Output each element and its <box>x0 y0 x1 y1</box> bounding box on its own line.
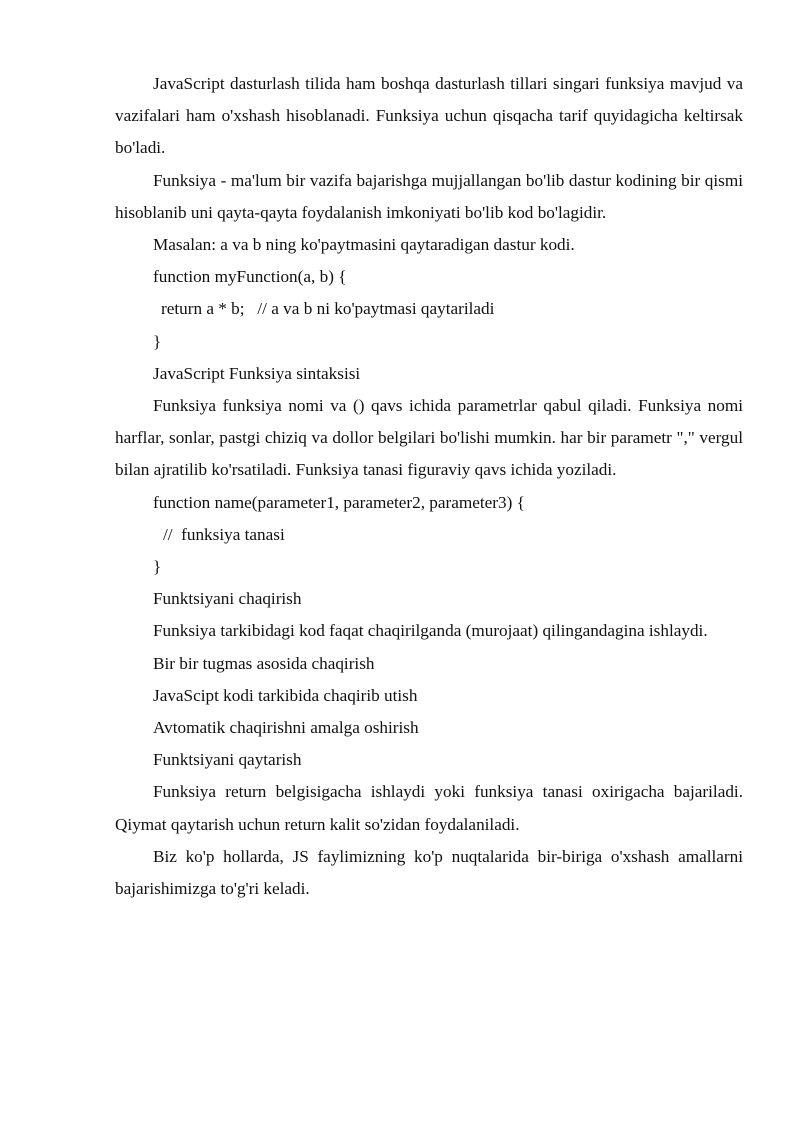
definition-paragraph: Funksiya - ma'lum bir vazifa bajarishga mujjallangan bo'lib dastur kodining bir qismi hisoblanib uni qayta-qayta foydalanish imkoniyati bo'lib kod bo'lagidir. <box>115 170 743 222</box>
call-paragraph: Funksiya tarkibidagi kod faqat chaqirilganda (murojaat) qilingandagina ishlaydi. <box>153 621 708 641</box>
call-item: Bir bir tugmas asosida chaqirish <box>153 653 375 673</box>
code2-line3: } <box>153 557 162 577</box>
code2-line2: // funksiya tanasi <box>163 524 285 544</box>
syntax-paragraph: Funksiya funksiya nomi va () qavs ichida parametrlar qabul qiladi. Funksiya nomi harflar, sonlar, pastgi chiziq va dollor belgilari bo'lishi mumkin. har bir parametr "," vergul bilan ajratilib ko'rsatiladi. Funksiya tanasi figuraviy qavs ichida yoziladi. <box>115 396 743 480</box>
code1-line2: return a * b; // a va b ni ko'paytmasi qaytariladi <box>161 299 495 319</box>
code2-line1: function name(parameter1, parameter2, parameter3) { <box>153 492 525 512</box>
document-page <box>115 68 743 905</box>
code1-line3: } <box>153 331 162 351</box>
call-item: Avtomatik chaqirishni amalga oshirish <box>153 718 419 738</box>
call-item: JavaScipt kodi tarkibida chaqirib utish <box>153 685 418 705</box>
return-paragraph: Funksiya return belgisigacha ishlaydi yoki funksiya tanasi oxirigacha bajariladi. Qiymat qaytarish uchun return kalit so'zidan foydalaniladi. <box>115 782 743 834</box>
example-intro: Masalan: a va b ning ko'paytmasini qaytaradigan dastur kodi. <box>153 235 575 255</box>
heading-syntax: JavaScript Funksiya sintaksisi <box>153 363 361 383</box>
intro-paragraph: JavaScript dasturlash tilida ham boshqa dasturlash tillari singari funksiya mavjud va vazifalari ham o'xshash hisoblanadi. Funksiya uchun qisqacha tarif quyidagicha keltirsak bo'ladi. <box>115 74 743 158</box>
final-paragraph: Biz ko'p hollarda, JS faylimizning ko'p nuqtalarida bir-biriga o'xshash amallarni bajarishimizga to'g'ri keladi. <box>115 846 743 899</box>
heading-call: Funktsiyani chaqirish <box>153 589 302 609</box>
heading-return: Funktsiyani qaytarish <box>153 750 302 770</box>
code1-line1: function myFunction(a, b) { <box>153 267 347 287</box>
